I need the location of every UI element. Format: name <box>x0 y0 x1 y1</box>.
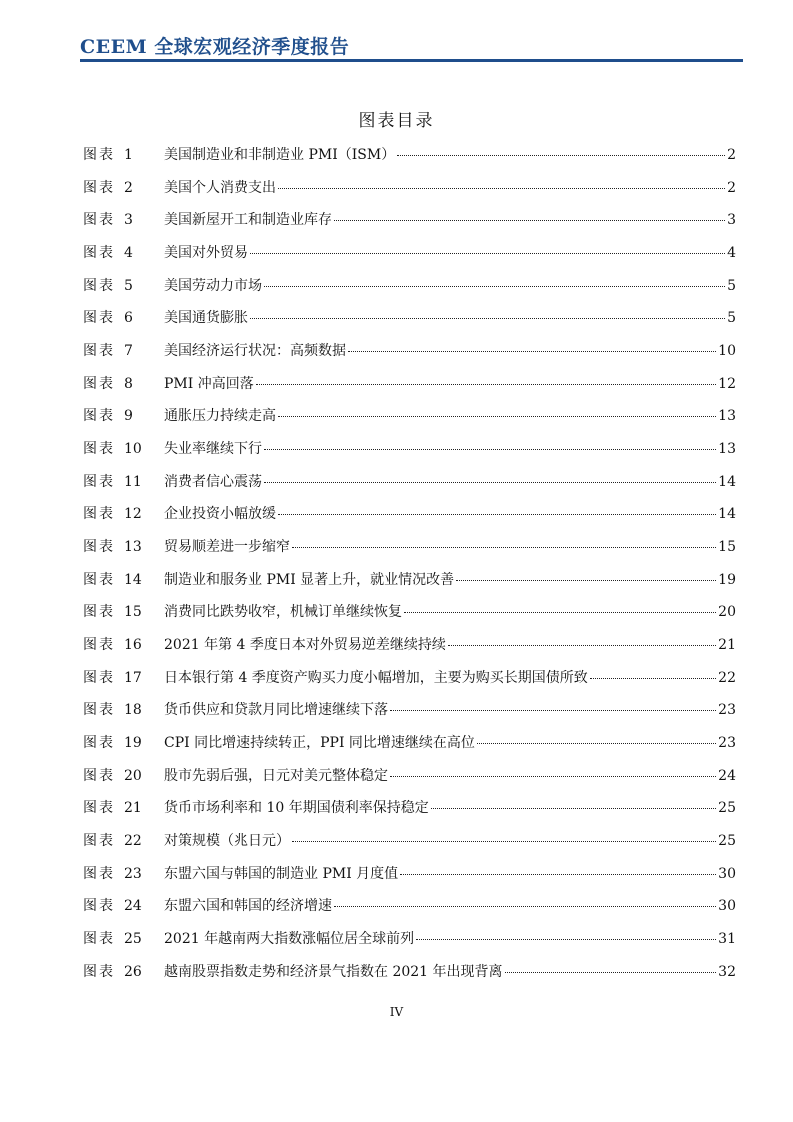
toc-leader-dots <box>448 645 716 646</box>
toc-leader-dots <box>278 416 716 417</box>
toc-leader-dots <box>334 906 716 907</box>
toc-entry[interactable] <box>83 178 736 211</box>
toc-entry-page[interactable]: 5 <box>727 277 736 294</box>
toc-leader-dots <box>505 972 717 973</box>
toc-entry-label: 图表 <box>83 898 115 915</box>
toc-entry-title[interactable]: 2021 年越南两大指数涨幅位居全球前列 <box>164 931 415 948</box>
toc-entry-label: 图表 <box>83 669 115 686</box>
toc-entry-label: 图表 <box>83 539 115 556</box>
toc-entry-title[interactable]: 美国制造业和非制造业 PMI（ISM） <box>164 147 396 163</box>
toc-entry-number: 14 <box>124 571 142 588</box>
toc-leader-dots <box>250 318 725 319</box>
toc-entry-label: 图表 <box>83 571 115 588</box>
toc-entry-title[interactable]: 2021 年第 4 季度日本对外贸易逆差继续持续 <box>164 637 446 654</box>
toc-entry-page[interactable]: 12 <box>718 375 736 392</box>
toc-entry[interactable] <box>83 472 736 505</box>
toc-entry-page[interactable]: 14 <box>718 473 736 490</box>
toc-entry-page[interactable]: 30 <box>718 865 736 882</box>
toc-entry-page[interactable]: 13 <box>718 441 736 458</box>
toc-entry-number: 10 <box>124 441 142 458</box>
toc-entry-label: 图表 <box>83 637 115 654</box>
toc-entry-title[interactable]: 美国对外贸易 <box>164 245 248 262</box>
toc-leader-dots <box>590 678 716 679</box>
toc-entry-page[interactable]: 23 <box>718 735 736 752</box>
toc-leader-dots <box>390 710 716 711</box>
toc-entry[interactable] <box>83 831 736 864</box>
toc-entry-number: 2 <box>124 179 133 196</box>
toc-entry-label: 图表 <box>83 833 115 850</box>
toc-leader-dots <box>477 743 716 744</box>
toc-entry[interactable] <box>83 537 736 570</box>
toc-entry-page[interactable]: 15 <box>718 539 736 556</box>
toc-entry-page[interactable]: 25 <box>718 833 736 850</box>
report-header-title: CEEM 全球宏观经济季度报告 <box>80 36 350 58</box>
toc-leader-dots <box>334 220 725 221</box>
toc-entry-page[interactable]: 2 <box>727 147 736 163</box>
toc-entry-page[interactable]: 24 <box>718 767 736 784</box>
toc-entry[interactable] <box>83 341 736 374</box>
toc-entry[interactable] <box>83 864 736 897</box>
toc-entry-number: 21 <box>124 800 142 817</box>
toc-entry-number: 3 <box>124 212 133 229</box>
toc-entry-number: 23 <box>124 865 142 882</box>
toc-entry-number: 11 <box>124 473 142 490</box>
toc-entry-title[interactable]: 货币市场利率和 10 年期国债利率保持稳定 <box>164 800 429 817</box>
toc-entry-number: 13 <box>124 539 142 556</box>
toc-entry-label: 图表 <box>83 506 115 523</box>
toc-entry-number: 15 <box>124 604 142 621</box>
toc-entry-number: 4 <box>124 245 133 262</box>
toc-entry-number: 1 <box>124 147 133 163</box>
toc-entry-title[interactable]: 越南股票指数走势和经济景气指数在 2021 年出现背离 <box>164 963 503 980</box>
toc-entry-page[interactable]: 13 <box>718 408 736 425</box>
toc-entry[interactable] <box>83 962 736 995</box>
toc-entry[interactable] <box>83 798 736 831</box>
toc-leader-dots <box>292 841 716 842</box>
toc-leader-dots <box>264 482 716 483</box>
toc-entry-page[interactable]: 3 <box>727 212 736 229</box>
toc-leader-dots <box>456 580 716 581</box>
toc-entry-title[interactable]: PMI 冲高回落 <box>164 375 254 392</box>
toc-leader-dots <box>264 286 725 287</box>
toc-entry-title[interactable]: 日本银行第 4 季度资产购买力度小幅增加，主要为购买长期国债所致 <box>164 669 588 686</box>
toc-entry[interactable] <box>83 308 736 341</box>
toc-entry-label: 图表 <box>83 245 115 262</box>
toc-leader-dots <box>348 351 716 352</box>
toc-entry-label: 图表 <box>83 931 115 948</box>
toc-entry-title[interactable]: 消费同比跌势收窄，机械订单继续恢复 <box>164 604 402 621</box>
toc-entry-page[interactable]: 10 <box>718 343 736 360</box>
toc-entry[interactable] <box>83 929 736 962</box>
toc-entry-page[interactable]: 19 <box>718 571 736 588</box>
toc-entry-title[interactable]: 美国个人消费支出 <box>164 179 276 196</box>
toc-entry-title[interactable]: 货币供应和贷款月同比增速继续下落 <box>164 702 388 719</box>
toc-entry-title[interactable]: 贸易顺差进一步缩窄 <box>164 539 290 556</box>
toc-entry-number: 18 <box>124 702 142 719</box>
toc-entry-label: 图表 <box>83 147 115 163</box>
toc-leader-dots <box>431 808 716 809</box>
toc-entry-page[interactable]: 22 <box>718 669 736 686</box>
toc-entry-page[interactable]: 21 <box>718 637 736 654</box>
toc-entry-title[interactable]: 制造业和服务业 PMI 显著上升，就业情况改善 <box>164 571 455 588</box>
toc-entry-title[interactable]: 失业率继续下行 <box>164 441 262 458</box>
toc-entry[interactable] <box>83 570 736 603</box>
toc-entry-number: 19 <box>124 735 142 752</box>
toc-entry-label: 图表 <box>83 800 115 817</box>
toc-entry-label: 图表 <box>83 604 115 621</box>
toc-leader-dots <box>397 155 725 156</box>
toc-leader-dots <box>264 449 716 450</box>
toc-entry[interactable] <box>83 243 736 276</box>
toc-leader-dots <box>400 874 716 875</box>
toc-leader-dots <box>292 547 716 548</box>
toc-leader-dots <box>278 188 725 189</box>
toc-entry-title[interactable]: 美国经济运行状况：高频数据 <box>164 343 346 360</box>
toc-entry-title[interactable]: 对策规模（兆日元） <box>164 833 290 850</box>
toc-entry-number: 17 <box>124 669 142 686</box>
toc-entry-number: 22 <box>124 833 142 850</box>
toc-entry-label: 图表 <box>83 343 115 360</box>
toc-entry-number: 12 <box>124 506 142 523</box>
toc-entry-label: 图表 <box>83 310 115 327</box>
toc-entry[interactable] <box>83 602 736 635</box>
toc-leader-dots <box>256 384 716 385</box>
toc-entry-title[interactable]: 通胀压力持续走高 <box>164 408 276 425</box>
toc-entry[interactable] <box>83 406 736 439</box>
toc-entry[interactable] <box>83 374 736 407</box>
toc-entry-number: 5 <box>124 277 133 294</box>
toc-entry-label: 图表 <box>83 735 115 752</box>
toc-entry-page[interactable]: 20 <box>718 604 736 621</box>
toc-entry-page[interactable]: 2 <box>727 179 736 196</box>
header-divider <box>80 59 743 62</box>
toc-entry-label: 图表 <box>83 473 115 490</box>
toc-entry-title[interactable]: 消费者信心震荡 <box>164 473 262 490</box>
toc-leader-dots <box>390 776 716 777</box>
toc-entry-title[interactable]: 美国通货膨胀 <box>164 310 248 327</box>
toc-entry-page[interactable]: 30 <box>718 898 736 915</box>
toc-entry-label: 图表 <box>83 408 115 425</box>
toc-entry-label: 图表 <box>83 179 115 196</box>
toc-entry[interactable] <box>83 439 736 472</box>
toc-entry-label: 图表 <box>83 767 115 784</box>
toc-entry[interactable] <box>83 276 736 309</box>
toc-entry[interactable] <box>83 733 736 766</box>
toc-entry[interactable] <box>83 504 736 537</box>
toc-entry-page[interactable]: 25 <box>718 800 736 817</box>
toc-entry-label: 图表 <box>83 963 115 980</box>
toc-entry-label: 图表 <box>83 702 115 719</box>
toc-leader-dots <box>250 253 725 254</box>
toc-entry-label: 图表 <box>83 277 115 294</box>
toc-entry-title[interactable]: 企业投资小幅放缓 <box>164 506 276 523</box>
toc-entry-page[interactable]: 4 <box>727 245 736 262</box>
toc-entry-label: 图表 <box>83 441 115 458</box>
page-number: IV <box>389 1005 404 1019</box>
toc-entry-number: 8 <box>124 375 133 392</box>
toc-entry-number: 16 <box>124 637 142 654</box>
toc-entry-number: 20 <box>124 767 142 784</box>
toc-entry-label: 图表 <box>83 212 115 229</box>
toc-entry-title[interactable]: 股市先弱后强，日元对美元整体稳定 <box>164 767 388 784</box>
toc-entry-page[interactable]: 5 <box>727 310 736 327</box>
toc-entry-title[interactable]: 美国新屋开工和制造业库存 <box>164 212 332 229</box>
toc-entry[interactable] <box>83 896 736 929</box>
toc-entry-number: 24 <box>124 898 142 915</box>
toc-entry[interactable] <box>83 635 736 668</box>
toc-entry-page[interactable]: 32 <box>718 963 736 980</box>
toc-entry-page[interactable]: 31 <box>718 931 736 948</box>
toc-entry-number: 9 <box>124 408 133 425</box>
toc-entry-title[interactable]: 东盟六国和韩国的经济增速 <box>164 898 332 915</box>
toc-entry[interactable] <box>83 766 736 799</box>
toc-entry-title[interactable]: 东盟六国与韩国的制造业 PMI 月度值 <box>164 865 399 882</box>
toc-entry-title[interactable]: 美国劳动力市场 <box>164 277 262 294</box>
toc-entry-number: 26 <box>124 963 142 980</box>
toc-entry-page[interactable]: 23 <box>718 702 736 719</box>
toc-entry-number: 7 <box>124 343 133 360</box>
toc-entry[interactable] <box>83 210 736 243</box>
toc-entry-label: 图表 <box>83 865 115 882</box>
toc-entry-number: 25 <box>124 931 142 948</box>
toc-title: 图表目录 <box>358 111 435 131</box>
toc-leader-dots <box>416 939 716 940</box>
toc-entry-page[interactable]: 14 <box>718 506 736 523</box>
toc-leader-dots <box>404 612 716 613</box>
toc-entry-number: 6 <box>124 310 133 327</box>
toc-entry-label: 图表 <box>83 375 115 392</box>
toc-entry[interactable] <box>83 700 736 733</box>
toc-entry[interactable] <box>83 145 736 178</box>
toc-list <box>83 145 736 994</box>
toc-leader-dots <box>278 514 716 515</box>
toc-entry[interactable] <box>83 668 736 701</box>
toc-entry-title[interactable]: CPI 同比增速持续转正，PPI 同比增速继续在高位 <box>164 735 475 752</box>
